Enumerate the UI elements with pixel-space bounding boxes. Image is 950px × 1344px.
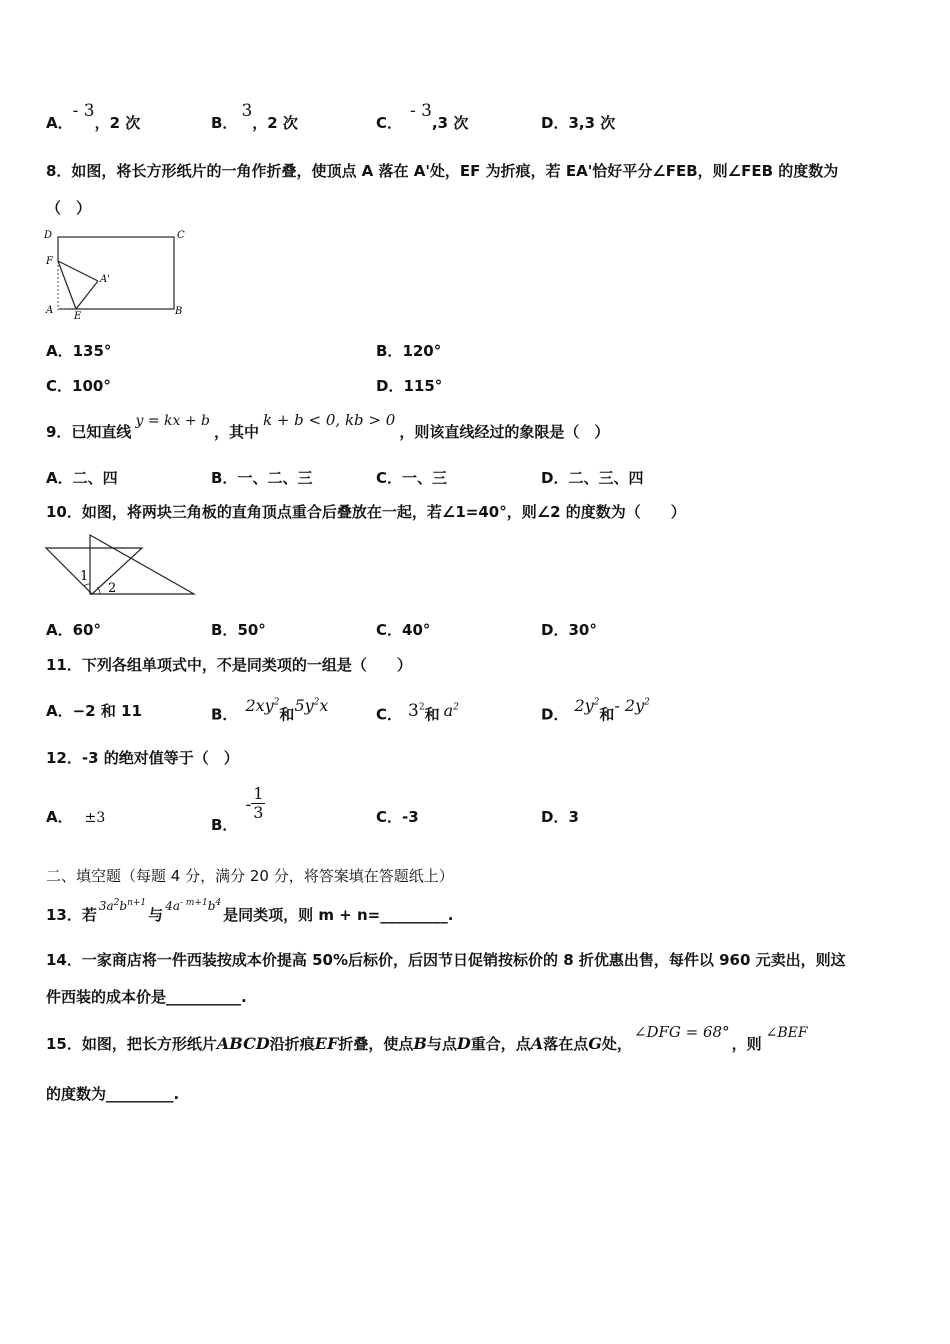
q10-triangle-1	[46, 548, 142, 594]
q11-d-monomial-2: - $2y^2$	[614, 696, 650, 716]
q14-stem-line-1: 14．一家商店将一件西装按成本价提高 50%后标价，后因节日促销按标价的 8 折优惠出售，每件以 960 元卖出，则这	[46, 951, 846, 969]
q9-option-b: B．一、二、三	[211, 469, 313, 487]
q8-label-a-prime: A'	[100, 274, 110, 285]
q7-option-c: C．- 3,3 次	[376, 101, 469, 132]
q8-label-a: A	[46, 305, 54, 316]
q8-option-b: B．120°	[376, 342, 442, 360]
q14-stem-line-2: 件西装的成本价是__________.	[46, 988, 247, 1006]
q8-stem: 8．如图，将长方形纸片的一角作折叠，使顶点 A 落在 A'处，EF 为折痕，若 EA'恰好平分∠FEB，则∠FEB 的度数为	[46, 162, 839, 180]
q9-math-line-eq: y = kx + b	[135, 413, 210, 429]
q7-option-b-math: 3	[241, 101, 253, 121]
q10-option-d: D．30°	[541, 621, 597, 639]
q13-monomial-1: 3a2bn+1	[98, 898, 147, 913]
q10-option-a: A．60°	[46, 621, 101, 639]
q8-label-c: C	[177, 230, 185, 241]
q10-figure	[44, 532, 200, 600]
q7-option-c-math: - 3	[410, 101, 432, 121]
q12-option-b-fraction: $\frac{1}{3}$	[253, 784, 264, 822]
q12-option-d: D．3	[541, 808, 579, 826]
q12-option-b: B．- $\frac{1}{3}$	[211, 784, 264, 834]
q15-stem-line-2: 的度数为_________.	[46, 1085, 180, 1103]
q9-option-d: D．二、三、四	[541, 469, 644, 487]
q9-option-c: C．一、三	[376, 469, 448, 487]
q7-option-b: B．3，2 次	[211, 101, 298, 132]
q8-label-d: D	[44, 230, 53, 241]
q11-option-d: D． $2y^2$和- $2y^2$	[541, 696, 650, 724]
q10-angle-1: 1	[80, 569, 89, 584]
q11-stem: 11．下列各组单项式中，不是同类项的一组是（ ）	[46, 656, 412, 674]
q7-option-a-math: - 3	[72, 101, 95, 121]
q12-option-c: C．-3	[376, 808, 419, 826]
q12-option-a: A． ±3	[46, 808, 106, 826]
q10-option-b: B．50°	[211, 621, 266, 639]
q7-option-d: D．3,3 次	[541, 114, 616, 132]
q8-label-f: F	[46, 256, 53, 267]
q8-figure	[40, 226, 200, 322]
q12-option-a-math: ±3	[84, 810, 106, 826]
q8-option-c: C．100°	[46, 377, 111, 395]
q8-label-e: E	[74, 311, 82, 322]
q15-math-angle-dfg: ∠DFG = 68°	[633, 1023, 730, 1041]
q11-option-c: C． $3^2$和 $a^2$	[376, 700, 459, 724]
q13-stem: 13．若 $^{3a^2b^{n+1}}$与 $^{4a^{- m+1}b^4}$是同类项，则 m + n=_________.	[46, 898, 454, 924]
q8-stem-cont: （ ）	[46, 199, 92, 217]
q8-option-d: D．115°	[376, 377, 443, 395]
q9-stem: 9．已知直线y = kx + b，其中k + b < 0, kb > 0，则该直线经过的象限是（ ）	[46, 411, 610, 441]
q11-b-monomial-2: $5y^2x$	[294, 696, 329, 716]
q11-c-monomial-1: $3^2$	[408, 700, 425, 721]
q9-math-condition: k + b < 0, kb > 0	[262, 411, 396, 429]
q11-c-monomial-2: $a^2$	[443, 700, 459, 720]
q8-label-b: B	[175, 306, 183, 317]
q10-stem: 10．如图，将两块三角板的直角顶点重合后叠放在一起，若∠1=40°，则∠2 的度数为（ ）	[46, 503, 686, 521]
q7-option-a: A．- 3，2 次	[46, 101, 141, 132]
q10-option-c: C．40°	[376, 621, 431, 639]
q11-d-monomial-1: $2y^2$	[574, 696, 600, 716]
q8-rectangle	[58, 237, 174, 309]
q10-angle-2: 2	[108, 581, 117, 596]
q8-option-a: A．135°	[46, 342, 112, 360]
q15-math-angle-bef: ∠BEF	[765, 1025, 808, 1041]
q13-monomial-2: 4a- m+1b4	[165, 898, 222, 913]
section-2-heading: 二、填空题（每题 4 分，满分 20 分，将答案填在答题纸上）	[46, 867, 454, 885]
q9-option-a: A．二、四	[46, 469, 118, 487]
q11-option-a: A．−2 和 11	[46, 702, 142, 720]
q11-b-monomial-1: $2xy^2$	[245, 696, 280, 716]
q11-option-b: B． $2xy^2$和$5y^2x$	[211, 696, 329, 724]
q15-stem: 15．如图，把长方形纸片ABCD沿折痕EF折叠，使点B与点D重合，点A落在点G处，∠DFG = 68°，则∠BEF	[46, 1023, 808, 1053]
q10-triangle-2	[90, 535, 194, 594]
q12-stem: 12．-3 的绝对值等于（ ）	[46, 749, 239, 767]
